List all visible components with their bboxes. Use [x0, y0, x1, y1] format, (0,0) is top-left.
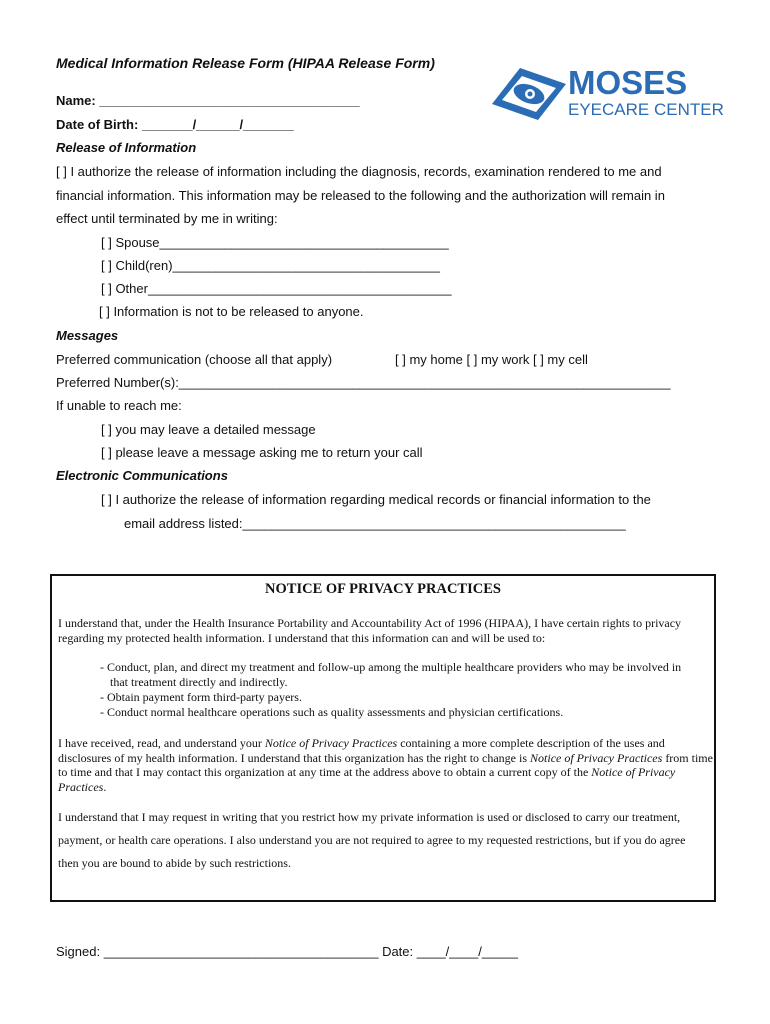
- logo-text-moses: MOSES: [568, 64, 688, 101]
- signed-blank: ______________________________________: [103, 944, 379, 959]
- date-blank: ____/____/_____: [416, 944, 518, 959]
- children-checkbox[interactable]: [ ] Child(ren)_____________________________________: [101, 258, 441, 273]
- notice-heading: NOTICE OF PRIVACY PRACTICES: [265, 581, 501, 597]
- notice-para2: I have received, read, and understand your Notice of Privacy Practices containing a more complete description of the uses and disclosures of my health information. I understand that this organization has the right to change is Notice of Privacy Practices from time to time and that I may contact this organization at any time at the address above to obtain a current copy of the Notice of Privacy Practices.: [58, 736, 713, 794]
- other-checkbox[interactable]: [ ] Other__________________________________________: [101, 281, 452, 296]
- notice-para3-line1: I understand that I may request in writing that you restrict how my private information is used or disclosed to carry our treatment,: [58, 810, 681, 824]
- pref-comm-options[interactable]: [ ] my home [ ] my work [ ] my cell: [395, 352, 588, 367]
- email-address-field[interactable]: email address listed:_____________________________________________________: [124, 516, 626, 531]
- dob-field[interactable]: [56, 117, 294, 132]
- dob-blank: _______/______/_______: [141, 117, 294, 132]
- messages-heading: Messages: [56, 328, 119, 343]
- return-call-checkbox[interactable]: [ ] please leave a message asking me to return your call: [101, 445, 423, 460]
- unable-label: If unable to reach me:: [56, 398, 182, 413]
- spouse-checkbox[interactable]: [ ] Spouse________________________________________: [101, 235, 449, 250]
- logo-text-eyecare: EYECARE CENTER: [568, 100, 724, 119]
- notice-bullet1-cont: that treatment directly and indirectly.: [110, 675, 288, 689]
- signature-line[interactable]: [56, 944, 518, 959]
- release-auth-checkbox[interactable]: [ ] I authorize the release of information including the diagnosis, records, examination rendered to me and: [56, 164, 662, 179]
- release-heading: Release of Information: [56, 140, 197, 155]
- notice-para1: I understand that, under the Health Insurance Portability and Accountability Act of 1996 (HIPAA), I have certain rights to privacy regarding my protected health information. I understand that this information can and will be used to:: [58, 616, 682, 645]
- name-label: Name:: [56, 93, 100, 108]
- notice-para3-line3: then you are bound to abide by such restrictions.: [58, 856, 291, 870]
- electronic-heading: Electronic Communications: [56, 468, 228, 483]
- signed-label: Signed:: [56, 944, 104, 959]
- name-field[interactable]: [56, 93, 360, 108]
- name-blank: ____________________________________: [99, 93, 360, 108]
- release-auth-line2: financial information. This information may be released to the following and the authorization will remain in: [56, 188, 665, 203]
- detailed-message-checkbox[interactable]: [ ] you may leave a detailed message: [101, 422, 316, 437]
- notice-bullet3: - Conduct normal healthcare operations such as quality assessments and physician certifications.: [100, 705, 564, 719]
- no-release-checkbox[interactable]: [ ] Information is not to be released to anyone.: [99, 304, 364, 319]
- privacy-notice-box: [50, 574, 716, 902]
- pref-comm-label: Preferred communication (choose all that apply): [56, 352, 333, 367]
- pref-number-field[interactable]: Preferred Number(s):____________________________________________________________________: [56, 375, 671, 390]
- email-auth-checkbox[interactable]: [ ] I authorize the release of information regarding medical records or financial information to the: [101, 492, 651, 507]
- form-title: Medical Information Release Form (HIPAA Release Form): [56, 55, 435, 71]
- release-auth-line3: effect until terminated by me in writing:: [56, 211, 278, 226]
- notice-para3-line2: payment, or health care operations. I also understand you are not required to agree to my requested restrictions, but if you do agree: [58, 833, 686, 847]
- date-label: Date:: [378, 944, 417, 959]
- eye-hand-icon: [490, 66, 568, 122]
- dob-label: Date of Birth:: [56, 117, 142, 132]
- notice-bullet1: - Conduct, plan, and direct my treatment and follow-up among the multiple healthcare providers who may be involved in: [100, 660, 682, 674]
- notice-bullet2: - Obtain payment form third-party payers.: [100, 690, 302, 704]
- moses-logo: [490, 64, 724, 122]
